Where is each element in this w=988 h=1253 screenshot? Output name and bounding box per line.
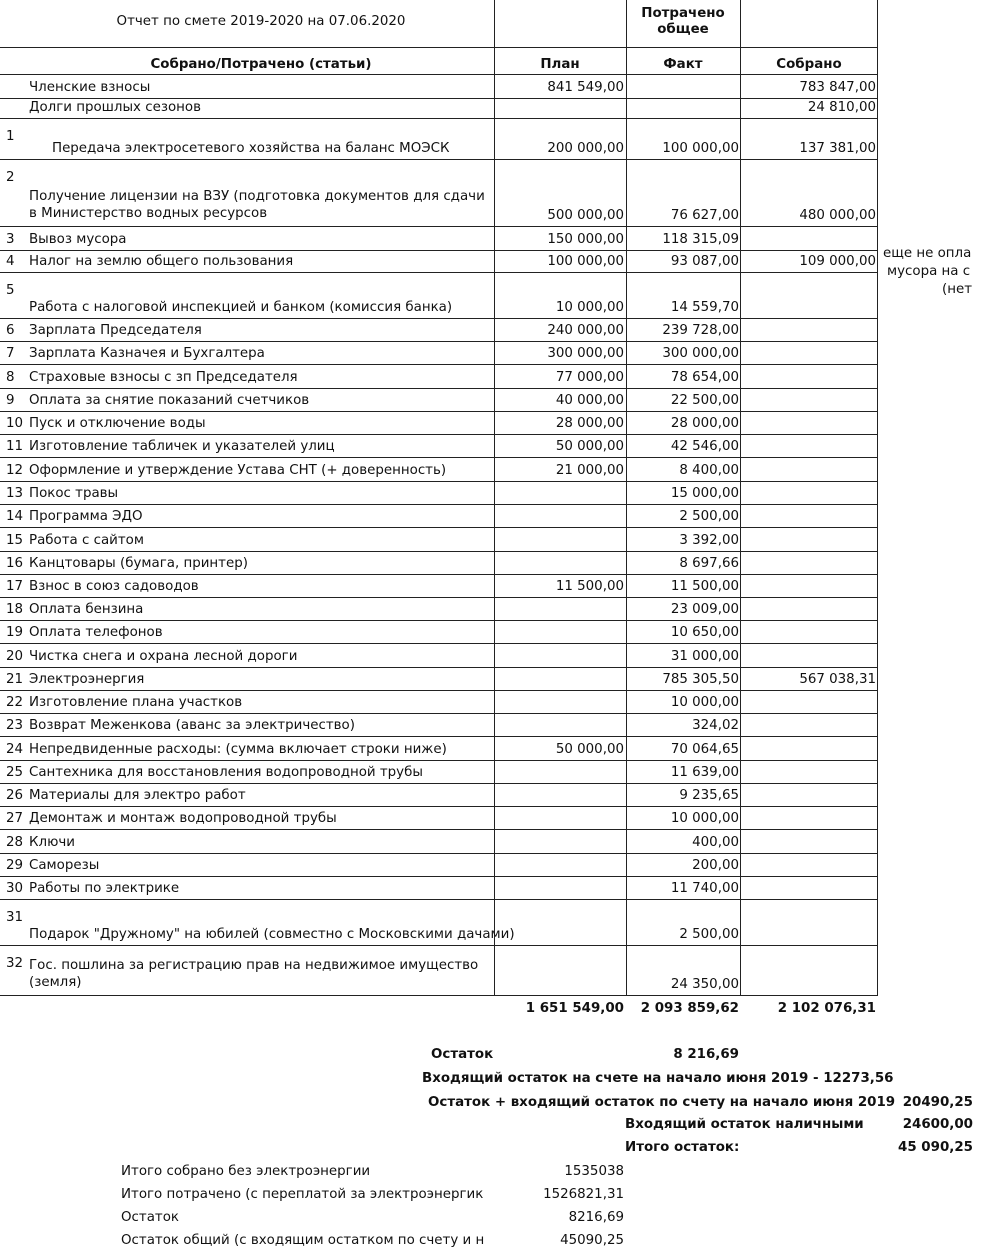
row-border xyxy=(0,876,878,877)
row-number: 28 xyxy=(6,835,24,850)
row-plan: 10 000,00 xyxy=(555,300,624,315)
col-plan-header: План xyxy=(540,57,580,72)
row-fact: 118 315,09 xyxy=(662,232,739,247)
row-number: 21 xyxy=(6,672,24,687)
grid-line xyxy=(494,0,495,996)
row-collected: 109 000,00 xyxy=(799,254,876,269)
row-name: Оплата за снятие показаний счетчиков xyxy=(29,393,310,408)
row-border xyxy=(0,995,878,996)
row-name: Покос травы xyxy=(29,486,119,501)
row-collected: 783 847,00 xyxy=(799,80,876,95)
row-number: 11 xyxy=(6,439,24,454)
row-fact: 100 000,00 xyxy=(662,141,739,156)
row-collected: 567 038,31 xyxy=(799,672,876,687)
row-fact: 200,00 xyxy=(692,858,739,873)
row-number: 5 xyxy=(6,283,15,298)
row-number: 15 xyxy=(6,533,24,548)
col-collected-header: Собрано xyxy=(776,57,842,72)
row-border xyxy=(0,434,878,435)
incoming-account-line: Входящий остаток на счете на начало июня 2019 - 12273,56 xyxy=(422,1071,894,1086)
row-border xyxy=(0,829,878,830)
row-name: Гос. пошлина за регистрацию прав на недвижимое имущество (земля) xyxy=(29,958,479,990)
summary-value: 45090,25 xyxy=(560,1233,624,1248)
side-note-line: еще не опла xyxy=(883,246,972,261)
row-collected: 24 810,00 xyxy=(807,100,876,115)
row-fact: 14 559,70 xyxy=(670,300,739,315)
total-remainder-value: 45 090,25 xyxy=(898,1140,973,1155)
side-note-line: мусора на с xyxy=(887,264,971,279)
row-border xyxy=(0,574,878,575)
row-fact: 31 000,00 xyxy=(670,649,739,664)
row-plan: 500 000,00 xyxy=(547,208,624,223)
row-name: Чистка снега и охрана лесной дороги xyxy=(29,649,298,664)
row-border xyxy=(0,318,878,319)
row-number: 22 xyxy=(6,695,24,710)
row-name: Работа с сайтом xyxy=(29,533,144,548)
row-number: 32 xyxy=(6,956,24,971)
row-name: Изготовление плана участков xyxy=(29,695,243,710)
row-name: Оплата бензина xyxy=(29,602,144,617)
row-name: Материалы для электро работ xyxy=(29,788,246,803)
row-border xyxy=(0,760,878,761)
grid-line xyxy=(740,0,741,996)
row-plan: 50 000,00 xyxy=(555,742,624,757)
summary-value: 1526821,31 xyxy=(543,1187,624,1202)
row-border xyxy=(0,504,878,505)
row-name: Долги прошлых сезонов xyxy=(29,100,201,115)
remainder-plus-label: Остаток + входящий остаток по счету на начало июня 2019 xyxy=(428,1095,896,1110)
row-collected: 480 000,00 xyxy=(799,208,876,223)
row-name: Саморезы xyxy=(29,858,100,873)
row-border xyxy=(0,272,878,273)
row-border xyxy=(0,667,878,668)
summary-label: Итого собрано без электроэнергии xyxy=(121,1164,371,1179)
row-name: Вывоз мусора xyxy=(29,232,127,247)
row-border xyxy=(0,736,878,737)
total-remainder-label: Итого остаток: xyxy=(625,1140,740,1155)
row-border xyxy=(0,597,878,598)
row-fact: 239 728,00 xyxy=(662,323,739,338)
row-name: Возврат Меженкова (аванс за электричество) xyxy=(29,718,355,733)
row-name: Членские взносы xyxy=(29,80,151,95)
row-name: Демонтаж и монтаж водопроводной трубы xyxy=(29,811,337,826)
row-border xyxy=(0,690,878,691)
row-number: 30 xyxy=(6,881,24,896)
row-name: Страховые взносы с зп Председателя xyxy=(29,370,298,385)
row-fact: 3 392,00 xyxy=(679,533,739,548)
row-plan: 40 000,00 xyxy=(555,393,624,408)
row-name: Ключи xyxy=(29,835,75,850)
total-plan: 1 651 549,00 xyxy=(525,1001,624,1016)
grid-line xyxy=(0,74,878,75)
row-plan: 21 000,00 xyxy=(555,463,624,478)
row-name: Работа с налоговой инспекцией и банком (комиссия банка) xyxy=(29,300,453,315)
remainder-label: Остаток xyxy=(431,1047,494,1062)
row-border xyxy=(0,364,878,365)
row-plan: 77 000,00 xyxy=(555,370,624,385)
row-border xyxy=(0,226,878,227)
row-name: Канцтовары (бумага, принтер) xyxy=(29,556,248,571)
row-number: 8 xyxy=(6,370,15,385)
row-plan: 50 000,00 xyxy=(555,439,624,454)
row-border xyxy=(0,551,878,552)
row-border xyxy=(0,713,878,714)
row-fact: 10 650,00 xyxy=(670,625,739,640)
row-name: Программа ЭДО xyxy=(29,509,143,524)
summary-value: 1535038 xyxy=(564,1164,624,1179)
row-name: Зарплата Казначея и Бухгалтера xyxy=(29,346,265,361)
row-border xyxy=(0,643,878,644)
row-border xyxy=(0,806,878,807)
row-name: Сантехника для восстановления водопроводной трубы xyxy=(29,765,423,780)
row-fact: 42 546,00 xyxy=(670,439,739,454)
row-border xyxy=(0,411,878,412)
incoming-cash-label: Входящий остаток наличными xyxy=(625,1117,864,1132)
row-fact: 2 500,00 xyxy=(679,927,739,942)
row-number: 1 xyxy=(6,129,15,144)
row-number: 18 xyxy=(6,602,24,617)
row-border xyxy=(0,899,878,900)
row-border xyxy=(0,341,878,342)
row-fact: 22 500,00 xyxy=(670,393,739,408)
row-fact: 8 400,00 xyxy=(679,463,739,478)
row-number: 20 xyxy=(6,649,24,664)
row-name: Работы по электрике xyxy=(29,881,180,896)
row-number: 4 xyxy=(6,254,15,269)
row-name: Изготовление табличек и указателей улиц xyxy=(29,439,335,454)
row-fact: 23 009,00 xyxy=(670,602,739,617)
row-name: Оплата телефонов xyxy=(29,625,163,640)
row-number: 26 xyxy=(6,788,24,803)
row-fact: 400,00 xyxy=(692,835,739,850)
remainder-plus-value: 20490,25 xyxy=(902,1095,973,1110)
row-fact: 10 000,00 xyxy=(670,811,739,826)
row-fact: 11 639,00 xyxy=(670,765,739,780)
summary-value: 8216,69 xyxy=(568,1210,624,1225)
row-fact: 78 654,00 xyxy=(670,370,739,385)
row-fact: 11 500,00 xyxy=(670,579,739,594)
row-number: 9 xyxy=(6,393,15,408)
row-plan: 200 000,00 xyxy=(547,141,624,156)
summary-label: Остаток общий (с входящим остатком по счету и н xyxy=(121,1233,485,1248)
row-name: Подарок "Дружному" на юбилей (совместно с Московскими дачами) xyxy=(29,927,515,942)
row-number: 10 xyxy=(6,416,24,431)
row-plan: 100 000,00 xyxy=(547,254,624,269)
row-number: 12 xyxy=(6,463,24,478)
remainder-value: 8 216,69 xyxy=(673,1047,739,1062)
row-name: Взнос в союз садоводов xyxy=(29,579,199,594)
row-number: 6 xyxy=(6,323,15,338)
row-fact: 8 697,66 xyxy=(679,556,739,571)
col-articles-header: Собрано/Потрачено (статьи) xyxy=(150,57,372,72)
row-number: 31 xyxy=(6,910,24,925)
row-collected: 137 381,00 xyxy=(799,141,876,156)
row-number: 25 xyxy=(6,765,24,780)
row-name: Получение лицензии на ВЗУ (подготовка документов для сдачи в Министерство водных ресурсов xyxy=(29,189,485,221)
row-number: 27 xyxy=(6,811,24,826)
row-fact: 300 000,00 xyxy=(662,346,739,361)
row-fact: 70 064,65 xyxy=(670,742,739,757)
row-number: 23 xyxy=(6,718,24,733)
summary-label: Итого потрачено (с переплатой за электроэнергик xyxy=(121,1187,484,1202)
row-name: Зарплата Председателя xyxy=(29,323,202,338)
row-border xyxy=(0,783,878,784)
row-fact: 2 500,00 xyxy=(679,509,739,524)
row-fact: 76 627,00 xyxy=(670,208,739,223)
row-number: 3 xyxy=(6,232,15,247)
row-number: 13 xyxy=(6,486,24,501)
total-fact: 2 093 859,62 xyxy=(640,1001,739,1016)
row-plan: 150 000,00 xyxy=(547,232,624,247)
row-name: Налог на землю общего пользования xyxy=(29,254,294,269)
row-plan: 11 500,00 xyxy=(555,579,624,594)
row-fact: 11 740,00 xyxy=(670,881,739,896)
row-plan: 240 000,00 xyxy=(547,323,624,338)
row-number: 17 xyxy=(6,579,24,594)
row-number: 2 xyxy=(6,170,15,185)
row-border xyxy=(0,457,878,458)
spent-total-header: Потрачено общее xyxy=(641,6,725,37)
row-border xyxy=(0,620,878,621)
row-fact: 785 305,50 xyxy=(662,672,739,687)
row-fact: 93 087,00 xyxy=(670,254,739,269)
row-number: 24 xyxy=(6,742,24,757)
grid-line xyxy=(626,0,627,996)
row-number: 7 xyxy=(6,346,15,361)
row-fact: 15 000,00 xyxy=(670,486,739,501)
row-name: Электроэнергия xyxy=(29,672,145,687)
row-number: 19 xyxy=(6,625,24,640)
row-border xyxy=(0,527,878,528)
row-name: Непредвиденные расходы: (сумма включает строки ниже) xyxy=(29,742,447,757)
row-border xyxy=(0,945,878,946)
row-name: Пуск и отключение воды xyxy=(29,416,206,431)
row-fact: 324,02 xyxy=(692,718,739,733)
row-fact: 9 235,65 xyxy=(679,788,739,803)
row-plan: 28 000,00 xyxy=(555,416,624,431)
row-border xyxy=(0,388,878,389)
row-name: Передача электросетевого хозяйства на баланс МОЭСК xyxy=(52,141,450,156)
row-plan: 300 000,00 xyxy=(547,346,624,361)
side-note-line: (нет xyxy=(942,282,973,297)
row-border xyxy=(0,118,878,119)
summary-label: Остаток xyxy=(121,1210,179,1225)
grid-line xyxy=(0,47,878,48)
total-collected: 2 102 076,31 xyxy=(777,1001,876,1016)
row-fact: 10 000,00 xyxy=(670,695,739,710)
incoming-cash-value: 24600,00 xyxy=(902,1117,973,1132)
row-border xyxy=(0,481,878,482)
row-number: 14 xyxy=(6,509,24,524)
row-number: 29 xyxy=(6,858,24,873)
row-plan: 841 549,00 xyxy=(547,80,624,95)
row-border xyxy=(0,853,878,854)
row-border xyxy=(0,250,878,251)
row-fact: 28 000,00 xyxy=(670,416,739,431)
row-name: Оформление и утверждение Устава СНТ (+ доверенность) xyxy=(29,463,447,478)
row-border xyxy=(0,159,878,160)
col-fact-header: Факт xyxy=(663,57,703,72)
row-fact: 24 350,00 xyxy=(670,977,739,992)
row-number: 16 xyxy=(6,556,24,571)
grid-line xyxy=(877,0,878,996)
report-title: Отчет по смете 2019-2020 на 07.06.2020 xyxy=(116,14,406,29)
